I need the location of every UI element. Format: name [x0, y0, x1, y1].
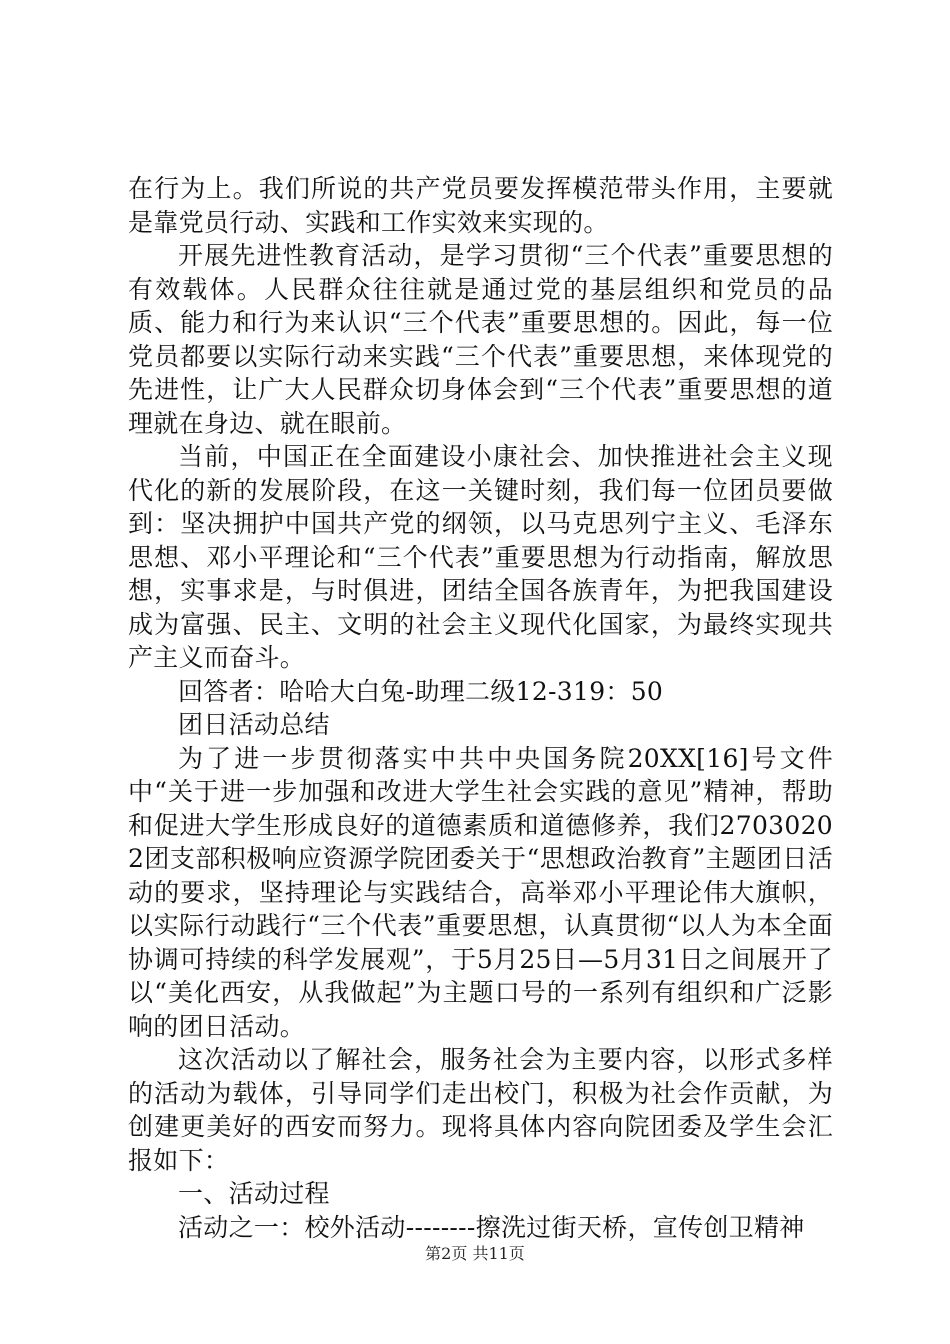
section-title: 团日活动总结: [178, 710, 330, 739]
paragraph-1: 在行为上。我们所说的共产党员要发挥模范带头作用，主要就是靠党员行动、实践和工作实效来实现的。: [128, 174, 833, 237]
paragraph-3: 当前，中国正在全面建设小康社会、加快推进社会主义现代化的新的发展阶段，在这一关键时刻，我们每一位团员要做到：坚决拥护中国共产党的纲领，以马克思列宁主义、毛泽东思想、邓小平理论和“三个代表”重要思想为行动指南，解放思想，实事求是，与时俱进，团结全国各族青年，为把我国建设成为富强、民主、文明的社会主义现代化国家，为最终实现共产主义而奋斗。: [128, 442, 833, 672]
paragraph-7: 这次活动以了解社会，服务社会为主要内容，以形式多样的活动为载体，引导同学们走出校门，积极为社会作贡献，为创建更美好的西安而努力。现将具体内容向院团委及学生会汇报如下：: [128, 1045, 833, 1175]
page-footer: 第2页 共11页: [425, 1244, 525, 1263]
answerer-line: 回答者：哈哈大白兔-助理二级12-319：50: [178, 676, 664, 706]
paragraph-6: 为了进一步贯彻落实中共中央国务院20XX[16]号文件中“关于进一步加强和改进大学生社会实践的意见”精神，帮助和促进大学生形成良好的道德素质和道德修养，我们27030202团支部积极响应资源学院团委关于“思想政治教育”主题团日活动的要求，坚持理论与实践结合，高举邓小平理论伟大旗帜，以实际行动践行“三个代表”重要思想，认真贯彻“以人为本全面协调可持续的科学发展观”，于5月25日—5月31日之间展开了以“美化西安，从我做起”为主题口号的一系列有组织和广泛影响的团日活动。: [128, 743, 833, 1041]
heading-activity-process: 一、活动过程: [178, 1179, 330, 1208]
paragraph-activity-one: 活动之一：校外活动--------擦洗过街天桥，宣传创卫精神: [178, 1212, 805, 1242]
document-body: [128, 172, 833, 1244]
paragraph-2: 开展先进性教育活动，是学习贯彻“三个代表”重要思想的有效载体。人民群众往往就是通过党的基层组织和党员的品质、能力和行为来认识“三个代表”重要思想的。因此，每一位党员都要以实际行动来实践“三个代表”重要思想，来体现党的先进性，让广大人民群众切身体会到“三个代表”重要思想的道理就在身边、就在眼前。: [128, 241, 833, 438]
